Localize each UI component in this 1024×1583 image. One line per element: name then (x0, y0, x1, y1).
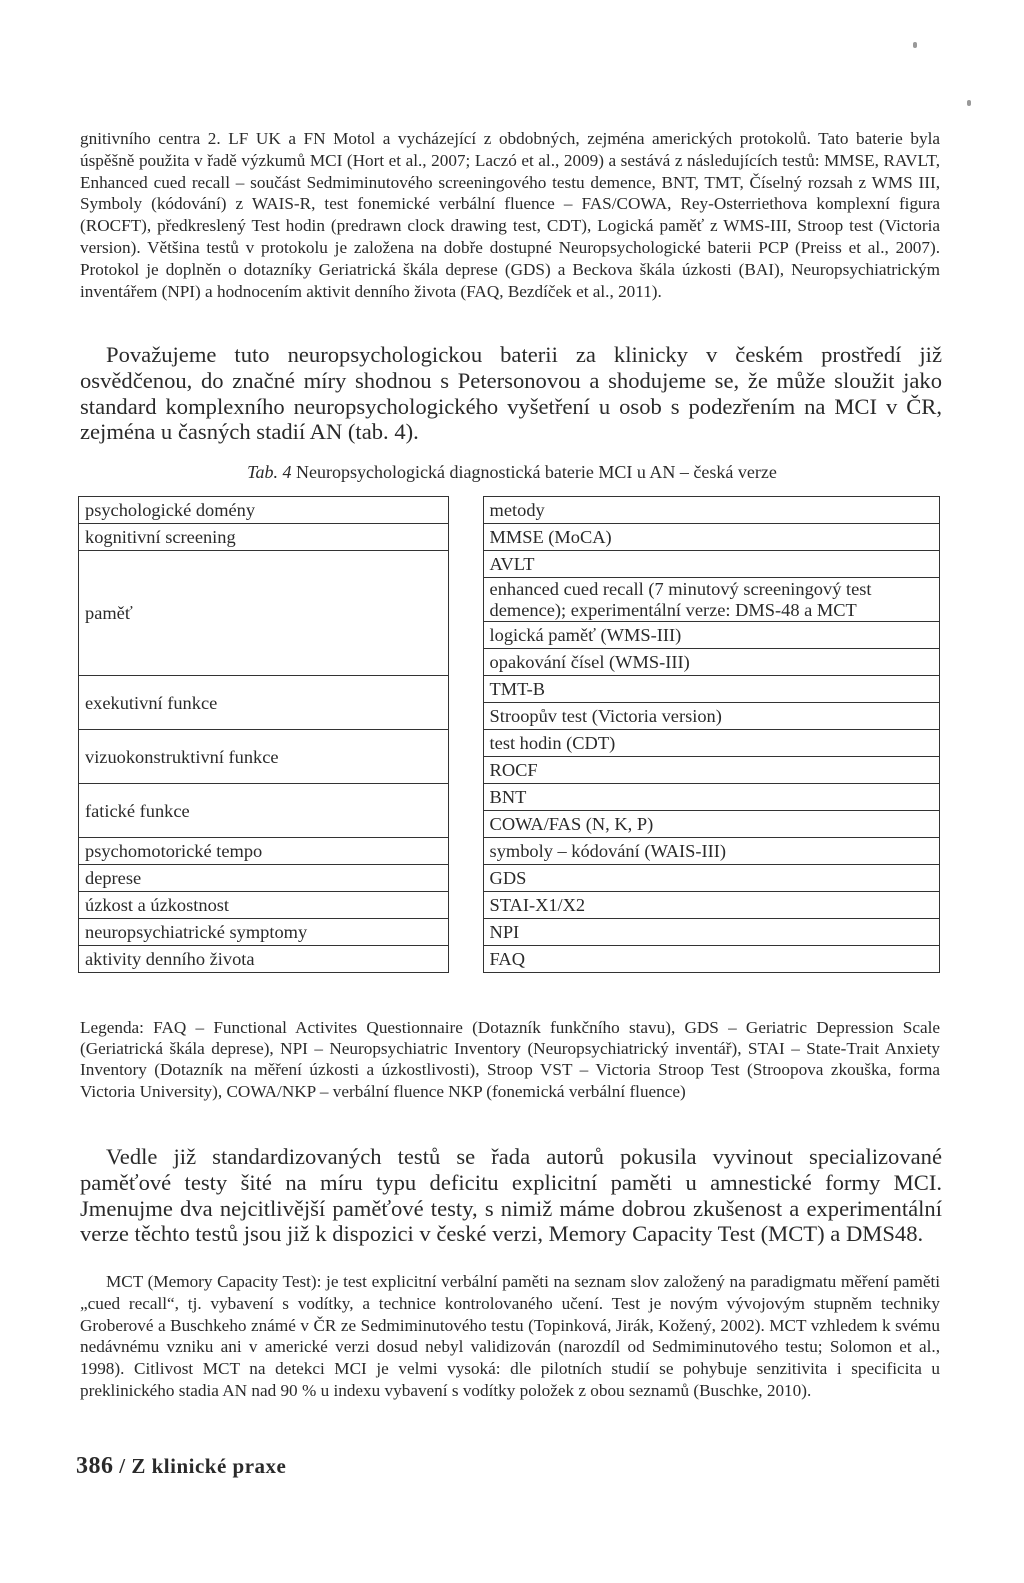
method-cell: FAQ (483, 946, 939, 973)
domain-cell: úzkost a úzkostnost (79, 892, 449, 919)
header-domain: psychologické domény (79, 497, 449, 524)
method-cell: GDS (483, 865, 939, 892)
paragraph-battery-standard: Považujeme tuto neuropsychologickou baterii za klinicky v českém prostředí již osvědčenou, do značné míry shodnou s Petersonovou a shodujeme se, že může sloužit jako standard komplexního neuropsychologického vyšetření u osob s podezřením na MCI v ČR, zejména u časných stadií AN (tab. 4). (80, 342, 942, 445)
table-row (79, 838, 940, 865)
diagnostic-battery-table (78, 496, 940, 973)
table-row (79, 551, 940, 578)
table-row (79, 730, 940, 757)
scan-speck (913, 42, 917, 48)
scan-speck (967, 100, 971, 106)
paragraph-mct-description: MCT (Memory Capacity Test): je test explicitní verbální paměti na seznam slov založený na paradigmatu měření paměti „cued recall“, tj. vybavení s vodítky, a technice kontrolovaného učení. Test je novým vývojovým stupněm techniky Groberové a Buschkeho známé v ČR ze Sedmiminutového testu (Topinková, Jirák, Kožený, 2002). MCT vzhledem k svému nedávnému vzniku ani v americké verzi dosud nebyl validizován (narozdíl od Sedmiminutového testu; Solomon et al., 1998). Citlivost MCT na detekci MCI je velmi vysoká: dle pilotních studií se pohybuje senzitivita i specificita u preklinického stadia AN nad 90 % u indexu vybavení s vodítky položek z obou seznamů (Buschke, 2010). (80, 1272, 940, 1400)
table-row (79, 892, 940, 919)
method-cell: COWA/FAS (N, K, P) (483, 811, 939, 838)
method-cell: AVLT (483, 551, 939, 578)
table-legend: Legenda: FAQ – Functional Activites Questionnaire (Dotazník funkčního stavu), GDS – Geriatric Depression Scale (Geriatrická škála deprese), NPI – Neuropsychiatric Inventory (Neuropsychiatrický inventář), STAI – State-Trait Anxiety Inventory (Dotazník na měření úzkosti a úzkostlivosti), Stroop VST – Victoria Stroop Test (Stroopova zkouška, forma Victoria University), COWA/NKP – verbální fluence NKP (fonemická verbální fluence) (80, 1018, 940, 1101)
domain-cell: deprese (79, 865, 449, 892)
domain-cell: kognitivní screening (79, 524, 449, 551)
method-cell: opakování čísel (WMS-III) (483, 649, 939, 676)
table-row (79, 865, 940, 892)
method-cell: TMT-B (483, 676, 939, 703)
section-title: Z klinické praxe (131, 1454, 287, 1478)
method-cell: symboly – kódování (WAIS-III) (483, 838, 939, 865)
table-row (79, 524, 940, 551)
table-row (79, 784, 940, 811)
paragraph-protocol-description: gnitivního centra 2. LF UK a FN Motol a vycházející z obdobných, zejména amerických protokolů. Tato baterie byla úspěšně použita v řadě výzkumů MCI (Hort et al., 2007; Laczó et al., 2009) a sestává z následujících testů: MMSE, RAVLT, Enhanced cued recall – součást Sedmiminutového screeningového testu demence, BNT, TMT, Číselný rozsah z WMS III, Symboly (kódování) z WAIS-R, test fonemické verbální fluence – FAS/COWA, Rey-Osterriethova komplexní figura (ROCFT), předkreslený Test hodin (predrawn clock drawing test, CDT), Logická paměť z WMS-III, Stroop test (Victoria version). Většina testů v protokolu je založena na dobře dostupné Neuropsychologické baterii PCP (Preiss et al., 2007). Protokol je doplněn o dotazníky Geriatrická škála deprese (GDS) a Beckova škála úzkosti (BAI), Neuropsychiatrickým inventářem (NPI) a hodnocením aktivit denního života (FAQ, Bezdíček et al., 2011). (80, 129, 940, 301)
table-row (79, 676, 940, 703)
domain-cell: vizuokonstruktivní funkce (79, 730, 449, 784)
method-cell: MMSE (MoCA) (483, 524, 939, 551)
method-cell: NPI (483, 919, 939, 946)
domain-cell: psychomotorické tempo (79, 838, 449, 865)
domain-cell: exekutivní funkce (79, 676, 449, 730)
method-cell: enhanced cued recall (7 minutový screeningový test demence); experimentální verze: DMS-48 a MCT (483, 578, 939, 622)
paragraph-memory-tests: Vedle již standardizovaných testů se řada autorů pokusila vyvinout specializované paměťové testy šité na míru typu deficitu explicitní paměti u amnestické formy MCI. Jmenujme dva nejcitlivější paměťové testy, s nimiž máme dobrou zkušenost a experimentální verze těchto testů jsou již k dispozici v české verzi, Memory Capacity Test (MCT) a DMS48. (80, 1144, 942, 1247)
method-cell: ROCF (483, 757, 939, 784)
page-number: 386 (76, 1453, 114, 1479)
method-cell: logická paměť (WMS-III) (483, 622, 939, 649)
method-cell: Stroopův test (Victoria version) (483, 703, 939, 730)
domain-cell: paměť (79, 551, 449, 676)
header-methods: metody (483, 497, 939, 524)
method-cell: STAI-X1/X2 (483, 892, 939, 919)
footer-separator: / (119, 1454, 126, 1478)
table-caption (0, 462, 1024, 483)
table-row (79, 919, 940, 946)
page-footer (76, 1453, 286, 1480)
table-header-row (79, 497, 940, 524)
domain-cell: aktivity denního života (79, 946, 449, 973)
method-cell: test hodin (CDT) (483, 730, 939, 757)
method-cell: BNT (483, 784, 939, 811)
table-caption-label: Tab. 4 (247, 462, 292, 482)
domain-cell: neuropsychiatrické symptomy (79, 919, 449, 946)
domain-cell: fatické funkce (79, 784, 449, 838)
table-row (79, 946, 940, 973)
table-caption-text: Neuropsychologická diagnostická baterie MCI u AN – česká verze (296, 462, 777, 482)
